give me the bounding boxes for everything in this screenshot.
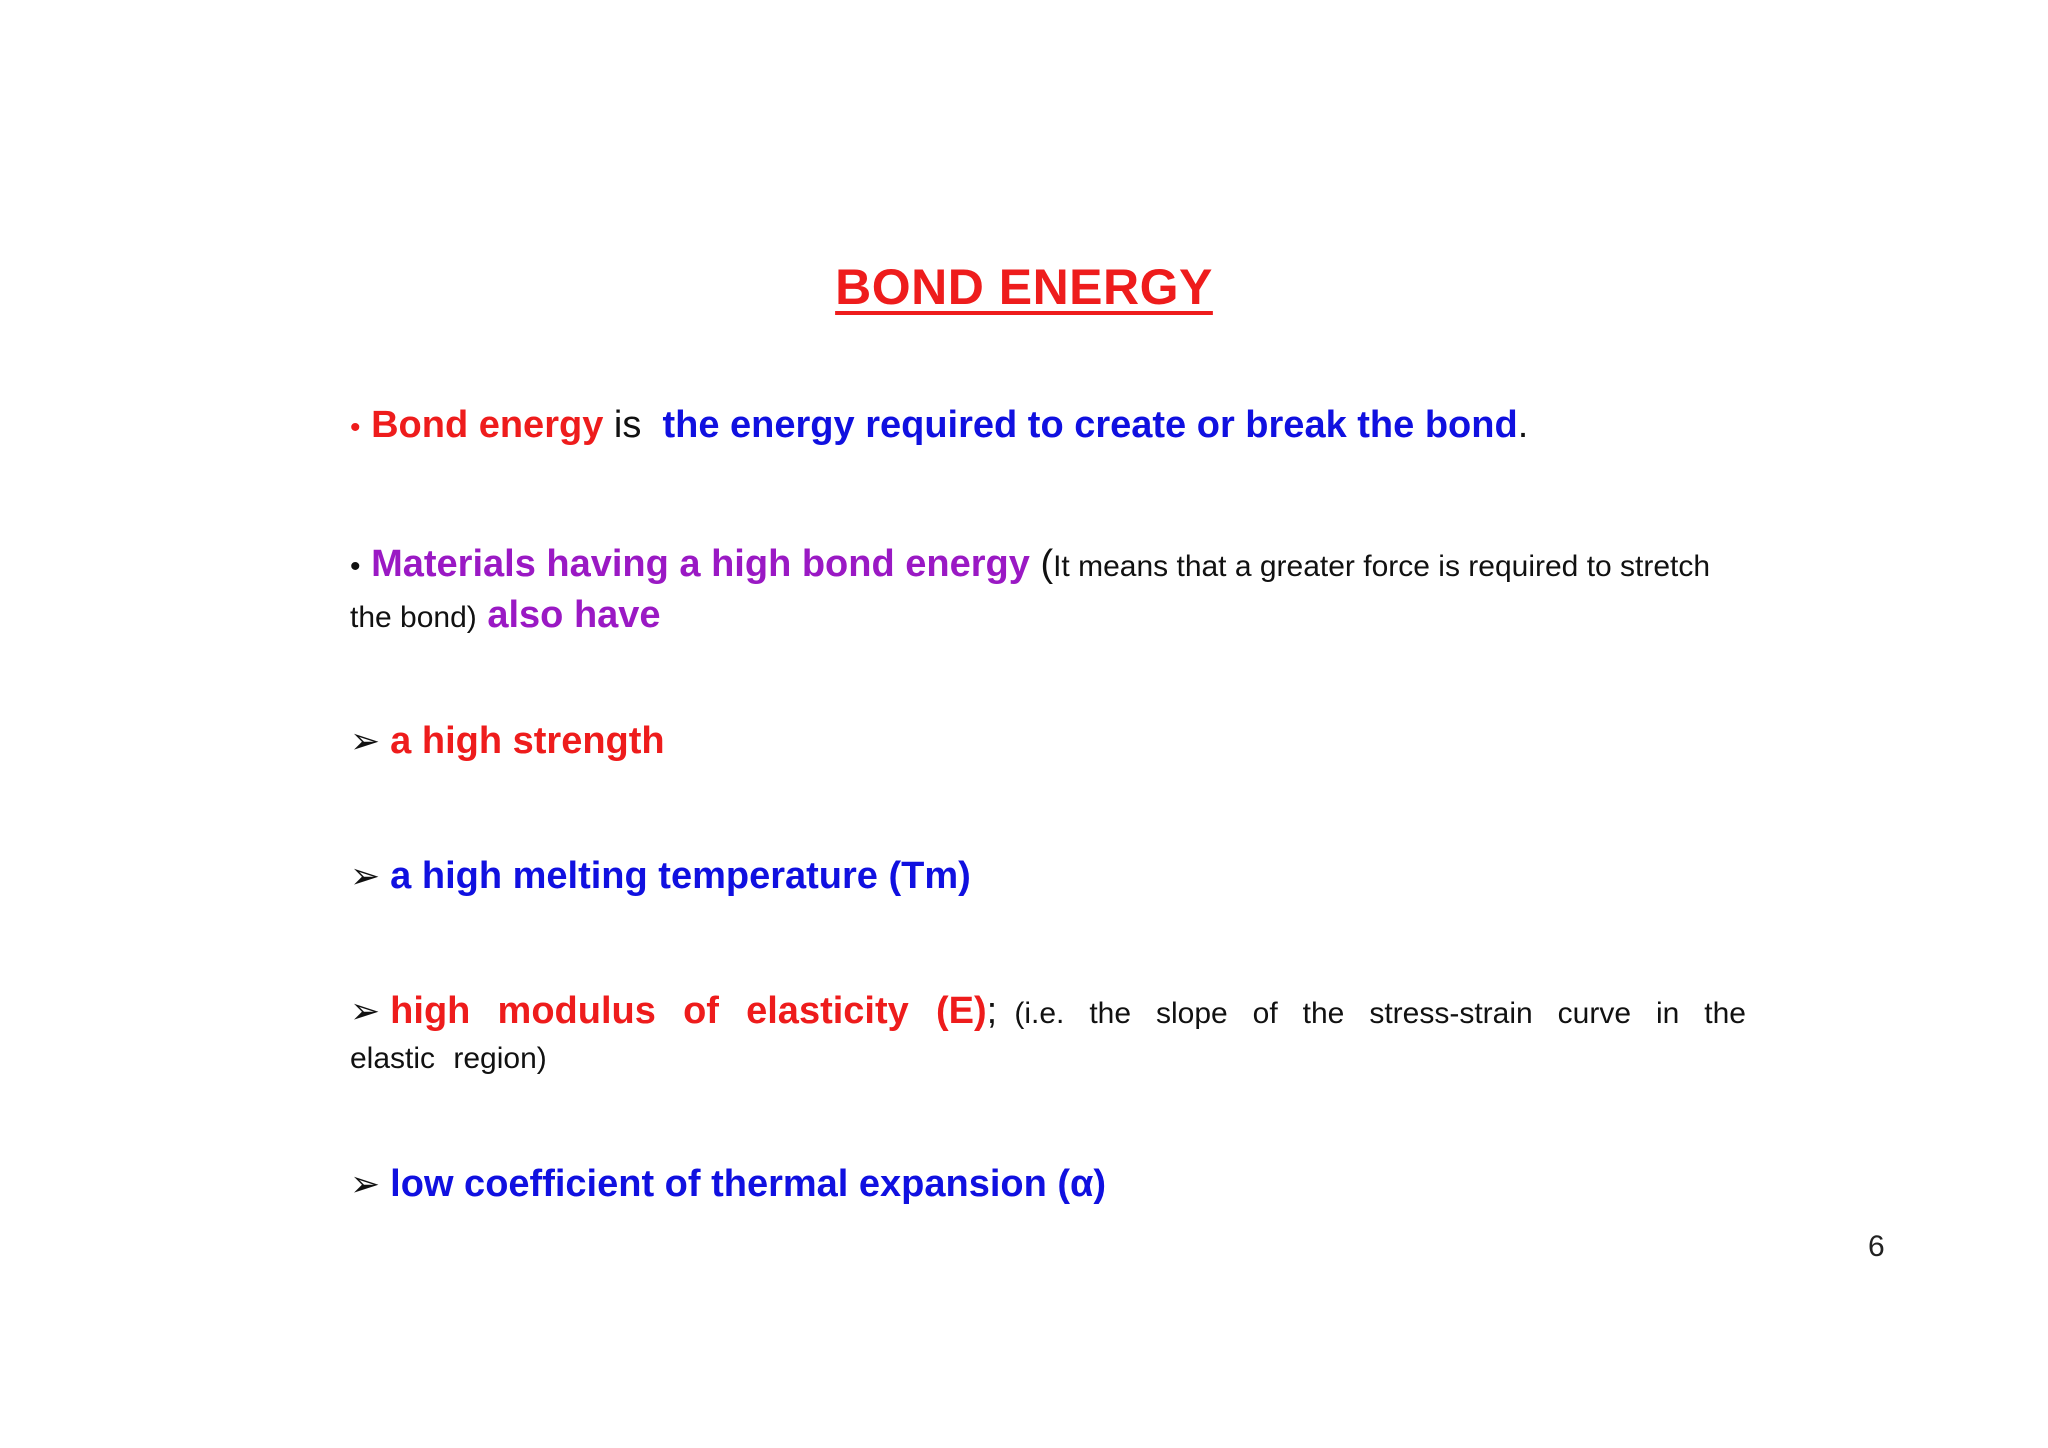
arrow-bullet-icon: ➢	[350, 720, 381, 761]
open-paren: (	[1040, 543, 1054, 585]
item-text: a high strength	[390, 720, 665, 762]
arrow-bullet-icon: ➢	[350, 855, 381, 896]
definition-text: the energy required to create or break the bond	[662, 404, 1518, 446]
item-thermal-expansion	[350, 1163, 1746, 1206]
explanation-note: It means that a greater force is required to stretch the bond)	[350, 550, 1711, 634]
bullet-marker: •	[350, 411, 361, 444]
connector-is: is	[613, 404, 642, 446]
separator: ;	[986, 990, 998, 1032]
lead-text: Materials having a high bond energy	[371, 543, 1030, 585]
bullet-high-bond-energy-materials	[350, 540, 1746, 642]
item-text: high modulus of elasticity (E)	[390, 990, 987, 1032]
page-number: 6	[1868, 1230, 1885, 1263]
bullet-marker: •	[350, 550, 361, 583]
bullet-bond-energy-definition	[350, 404, 1746, 447]
term-bond-energy: Bond energy	[371, 404, 604, 446]
period: .	[1517, 404, 1529, 446]
item-text: low coefficient of thermal expansion (α)	[390, 1163, 1107, 1205]
item-high-strength	[350, 720, 1746, 763]
item-note: (i.e. the slope of the stress-strain curve in the elastic region)	[350, 997, 1746, 1075]
arrow-bullet-icon: ➢	[350, 1163, 381, 1204]
item-high-melting-temperature	[350, 855, 1746, 898]
item-modulus-of-elasticity	[350, 990, 1746, 1080]
slide-title: BOND ENERGY	[835, 259, 1213, 315]
item-text: a high melting temperature (Tm)	[390, 855, 971, 897]
tail-text: also have	[487, 594, 661, 636]
arrow-bullet-icon: ➢	[350, 990, 381, 1031]
